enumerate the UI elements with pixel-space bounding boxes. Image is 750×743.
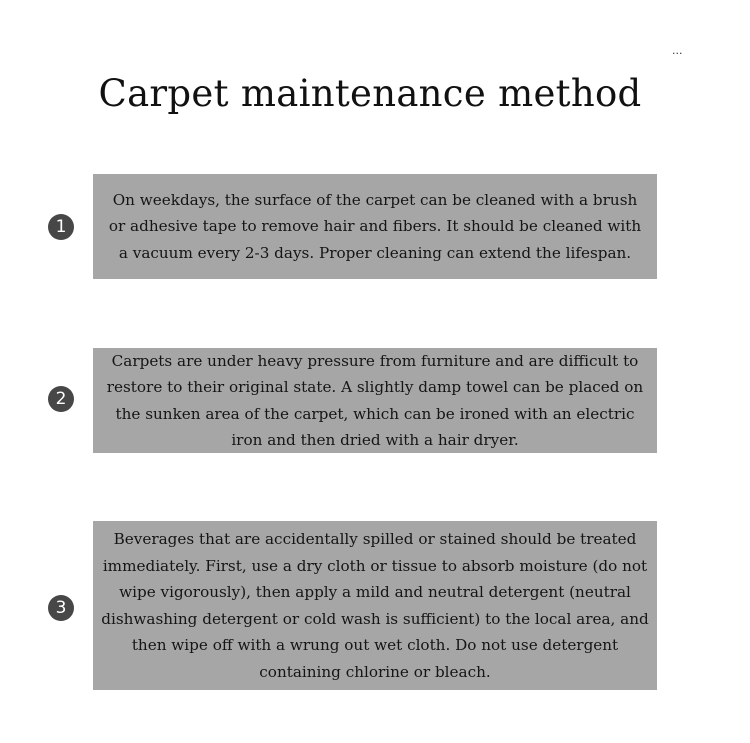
more-options-icon: ... — [672, 44, 683, 57]
step-text-box: Beverages that are accidentally spilled or stained should be treated immediately. First, use a dry cloth or tissue to absorb moisture (do not wipe vigorously), then apply a mild and neutral detergent (neutral dishwashing detergent or cold wash is sufficient) to the local area, and then wipe off with a wrung out wet cloth. Do not use detergent containing chlorine or bleach. — [93, 521, 657, 690]
page-title: Carpet maintenance method — [98, 72, 642, 115]
step-number-badge: 1 — [48, 214, 74, 240]
step-number-badge: 2 — [48, 386, 74, 412]
step-text-box: On weekdays, the surface of the carpet can be cleaned with a brush or adhesive tape to remove hair and fibers. It should be cleaned with a vacuum every 2-3 days. Proper cleaning can extend the lifespan. — [93, 174, 657, 279]
step-text-box: Carpets are under heavy pressure from furniture and are difficult to restore to their original state. A slightly damp towel can be placed on the sunken area of the carpet, which can be ironed with an electric iron and then dried with a hair dryer. — [93, 348, 657, 453]
step-number-badge: 3 — [48, 595, 74, 621]
